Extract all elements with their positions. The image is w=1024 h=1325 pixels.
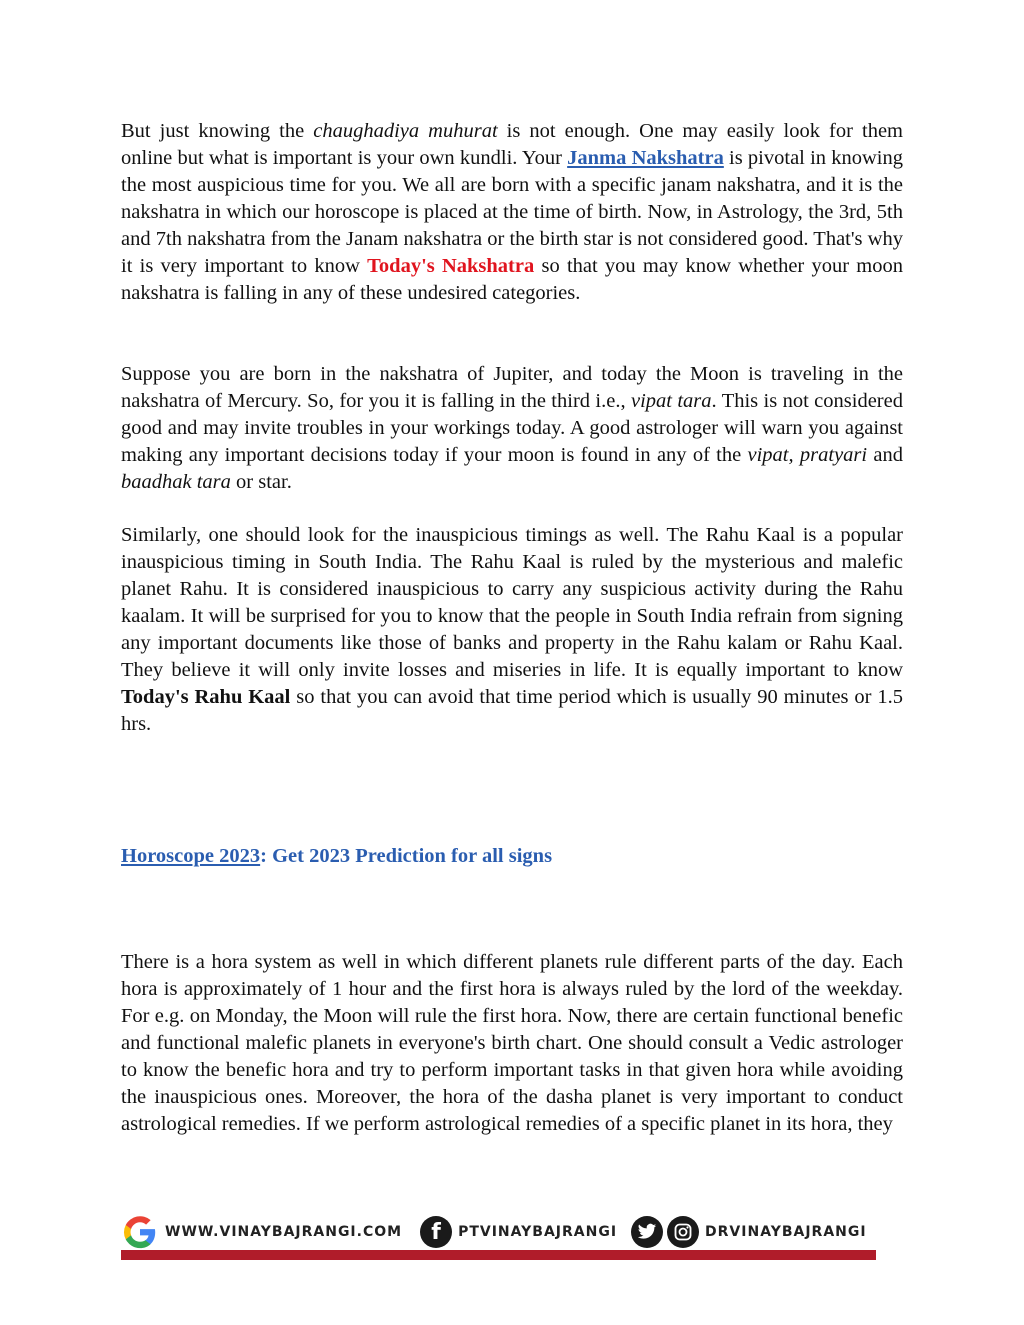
paragraph-jupiter-example [121, 361, 903, 496]
paragraph-chaughadiya [121, 118, 903, 307]
text: But just knowing the [121, 120, 314, 142]
italic-term: vipat tara [630, 390, 712, 412]
google-icon [121, 1213, 159, 1251]
text: is pivotal in knowing the most auspicious time for you. We all are born with a specific janam nakshatra, and it is the nakshatra in which our horoscope is placed at the time of birth. Now, in Astrology, the 3rd, 5th and 7th nakshatra from the Janam nakshatra or the birth star is not considered good. That's why it is very important to know [121, 147, 903, 277]
footer-banner [121, 1212, 876, 1262]
italic-term: vipat, pratyari [747, 444, 868, 466]
bold-term: Today's Rahu Kaal [121, 686, 291, 708]
footer-red-bar [121, 1250, 876, 1260]
instagram-icon [667, 1216, 699, 1248]
website-url[interactable]: WWW.VINAYBAJRANGI.COM [165, 1224, 403, 1240]
text: There is a hora system as well in which different planets rule different parts of the day. Each hora is approximately of 1 hour and the first hora is always ruled by the lord of the weekday. For e.g. on Monday, the Moon will rule the first hora. Now, there are certain functional benefic and functional malefic planets in everyone's birth chart. One should consult a Vedic astrologer to know the benefic hora and try to perform important tasks in that given hora while avoiding the inauspicious ones. Moreover, the hora of the dasha planet is very important to conduct astrological remedies. If we perform astrological remedies of a specific planet in its hora, they [121, 951, 903, 1135]
facebook-icon: f [420, 1216, 452, 1248]
janma-nakshatra-link[interactable]: Janma Nakshatra [567, 147, 724, 169]
italic-term: chaughadiya muhurat [313, 120, 498, 142]
todays-nakshatra-highlight: Today's Nakshatra [367, 255, 535, 277]
facebook-handle[interactable]: PTVINAYBAJRANGI [458, 1224, 618, 1240]
footer-row [121, 1212, 876, 1252]
text: . This is not considered good and may invite troubles in your workings today. A good astrologer will warn you against making any important decisions today if your moon is found in any of the [121, 390, 903, 466]
text: so that you can avoid that time period which is usually 90 minutes or 1.5 hrs. [121, 686, 903, 735]
text: Suppose you are born in the nakshatra of Jupiter, and today the Moon is traveling in the nakshatra of Mercury. So, for you it is falling in the third i.e., [121, 363, 903, 412]
text: and [867, 444, 903, 466]
paragraph-rahu-kaal [121, 522, 903, 738]
italic-term: baadhak tara [121, 471, 231, 493]
paragraph-hora-system [121, 949, 903, 1138]
social-handle[interactable]: DRVINAYBAJRANGI [705, 1224, 867, 1240]
horoscope-heading [121, 843, 903, 870]
text: is not enough. One may easily look for them online but what is important is your own kundli. Your [121, 120, 903, 169]
heading-rest: : Get 2023 Prediction for all signs [260, 845, 553, 867]
text: Similarly, one should look for the inauspicious timings as well. The Rahu Kaal is a popular inauspicious timing in South India. The Rahu Kaal is ruled by the mysterious and malefic planet Rahu. It is considered inauspicious to carry any suspicious activity during the Rahu kaalam. It will be surprised for you to know that the people in South India refrain from signing any important documents like those of banks and property in the Rahu kalam or Rahu Kaal. They believe it will only invite losses and miseries in life. It is equally important to know [121, 524, 903, 681]
horoscope-2023-link[interactable]: Horoscope 2023 [121, 845, 261, 867]
text: so that you may know whether your moon nakshatra is falling in any of these undesired categories. [121, 255, 903, 304]
text: or star. [230, 471, 292, 493]
twitter-icon [631, 1216, 663, 1248]
